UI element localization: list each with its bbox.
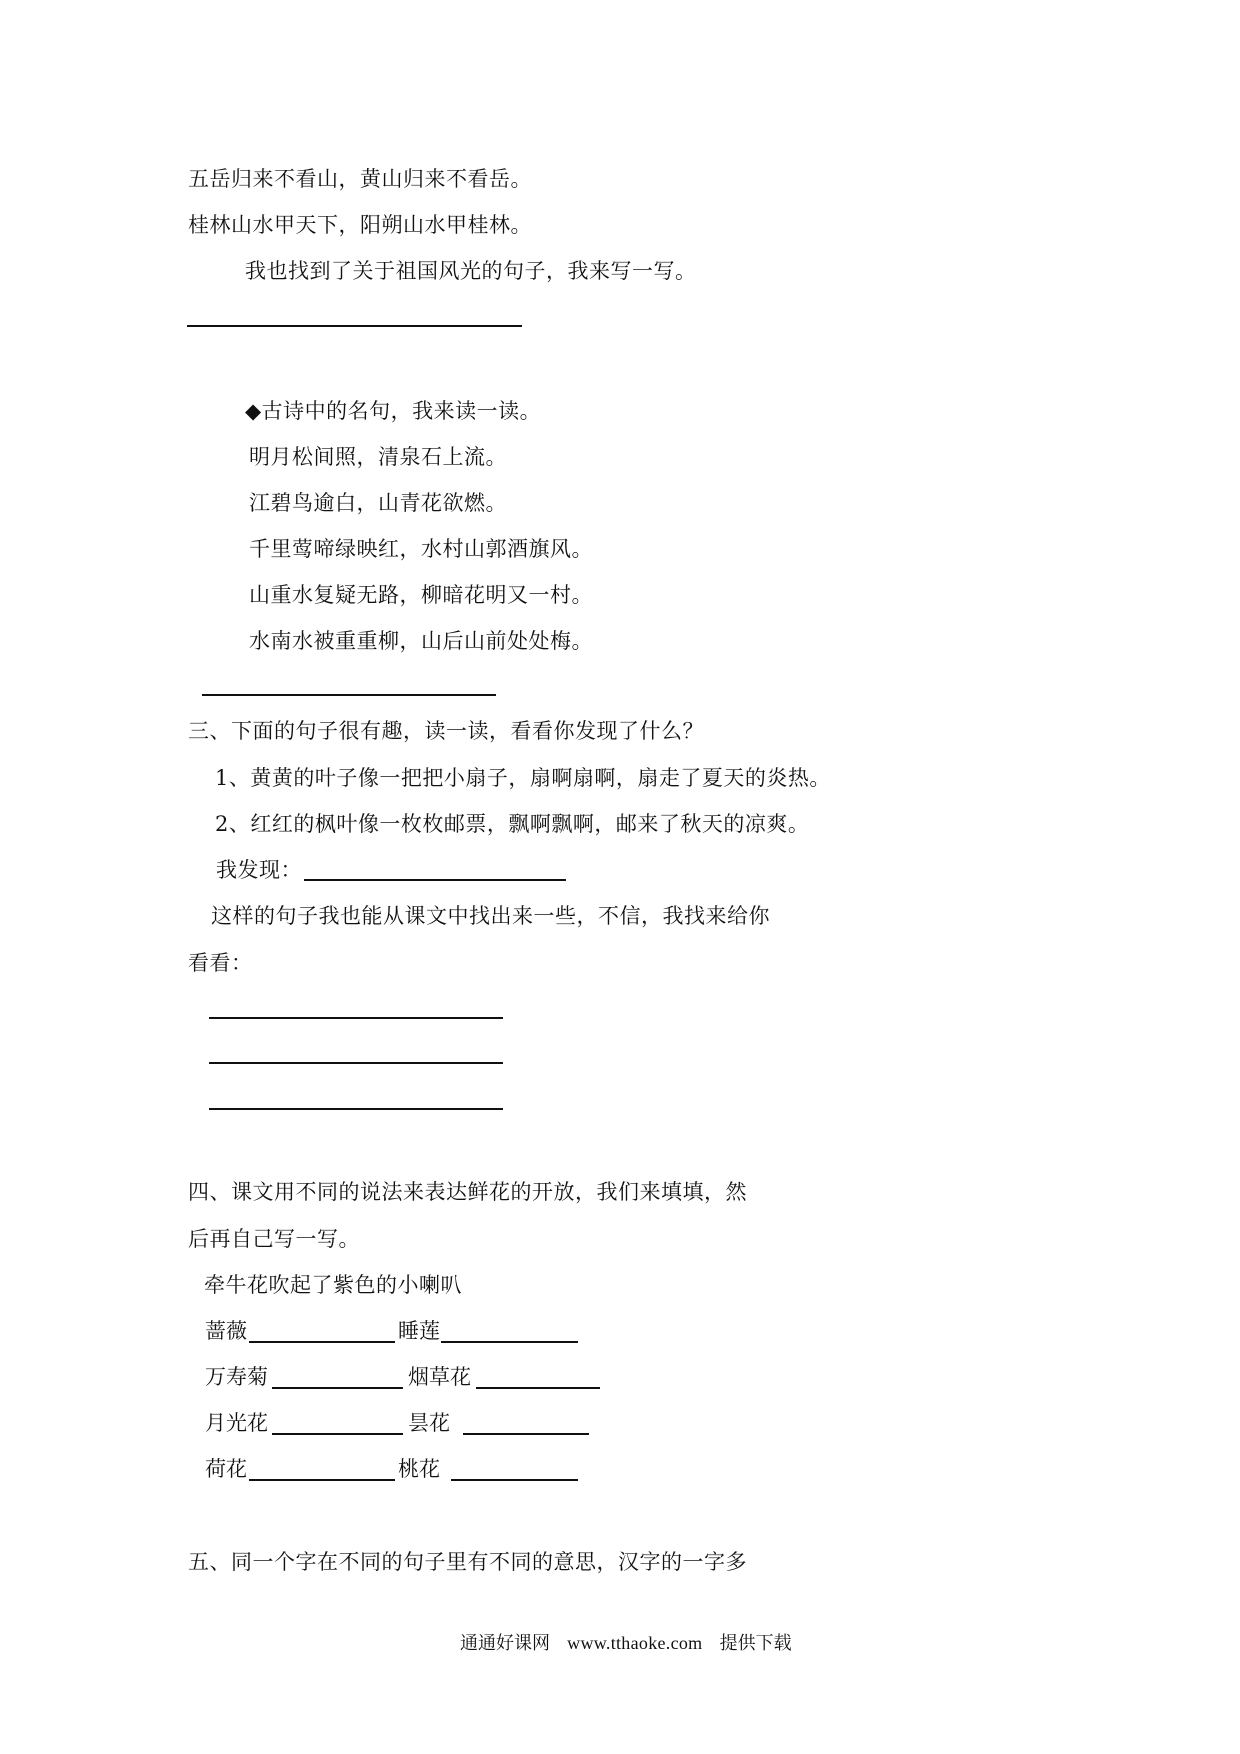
section4-example: 牵牛花吹起了紫色的小喇叭 bbox=[204, 1273, 462, 1297]
poems-heading: ◆古诗中的名句，我来读一读。 bbox=[245, 399, 542, 423]
discover-label: 我发现： bbox=[216, 858, 302, 882]
poem-line-2: 江碧鸟逾白，山青花欲燃。 bbox=[249, 491, 507, 515]
section3-item-2: 2、红红的枫叶像一枚枚邮票，飘啊飘啊，邮来了秋天的凉爽。 bbox=[215, 812, 810, 836]
poem-line-4: 山重水复疑无路，柳暗花明又一村。 bbox=[249, 583, 593, 607]
answer-line[interactable] bbox=[187, 325, 522, 327]
section4-title-line-2: 后再自己写一写。 bbox=[188, 1227, 360, 1251]
section3-find-line-1: 这样的句子我也能从课文中找出来一些，不信，我找来给你 bbox=[211, 904, 770, 928]
flower-answer-line[interactable] bbox=[272, 1387, 403, 1389]
flower-answer-line[interactable] bbox=[272, 1433, 403, 1435]
flower-answer-line[interactable] bbox=[451, 1479, 578, 1481]
answer-line[interactable] bbox=[209, 1062, 503, 1064]
intro-prompt: 我也找到了关于祖国风光的句子，我来写一写。 bbox=[245, 259, 697, 283]
section4-title-line-1: 四、课文用不同的说法来表达鲜花的开放，我们来填填，然 bbox=[188, 1180, 747, 1204]
section5-title: 五、同一个字在不同的句子里有不同的意思，汉字的一字多 bbox=[188, 1550, 747, 1574]
flower-answer-line[interactable] bbox=[463, 1433, 589, 1435]
section3-find-line-2: 看看： bbox=[188, 951, 253, 975]
intro-line-1: 五岳归来不看山，黄山归来不看岳。 bbox=[188, 167, 532, 191]
flower-answer-line[interactable] bbox=[441, 1341, 578, 1343]
flower-label: 烟草花 bbox=[408, 1365, 471, 1389]
flower-label: 万寿菊 bbox=[205, 1365, 268, 1389]
answer-line[interactable] bbox=[209, 1017, 503, 1019]
section3-item-1: 1、黄黄的叶子像一把把小扇子，扇啊扇啊，扇走了夏天的炎热。 bbox=[215, 766, 831, 790]
poem-line-1: 明月松间照，清泉石上流。 bbox=[249, 445, 507, 469]
flower-label: 桃花 bbox=[398, 1457, 440, 1481]
poem-line-3: 千里莺啼绿映红，水村山郭酒旗风。 bbox=[249, 537, 593, 561]
flower-label: 昙花 bbox=[408, 1411, 450, 1435]
discover-answer-line[interactable] bbox=[304, 879, 566, 881]
flower-label: 荷花 bbox=[205, 1457, 247, 1481]
intro-line-2: 桂林山水甲天下，阳朔山水甲桂林。 bbox=[188, 213, 532, 237]
section3-title: 三、下面的句子很有趣，读一读，看看你发现了什么？ bbox=[188, 719, 704, 743]
flower-label: 月光花 bbox=[205, 1411, 268, 1435]
poem-line-5: 水南水被重重柳，山后山前处处梅。 bbox=[249, 629, 593, 653]
footer bbox=[460, 1632, 792, 1655]
flower-label: 蔷薇 bbox=[205, 1319, 247, 1343]
flower-answer-line[interactable] bbox=[249, 1341, 395, 1343]
footer-url[interactable]: www.tthaoke.com bbox=[567, 1633, 703, 1653]
flower-answer-line[interactable] bbox=[249, 1479, 395, 1481]
footer-suffix: 提供下载 bbox=[719, 1633, 792, 1654]
flower-label: 睡莲 bbox=[398, 1319, 440, 1343]
answer-line[interactable] bbox=[202, 694, 496, 696]
flower-answer-line[interactable] bbox=[476, 1387, 600, 1389]
footer-site-name: 通通好课网 bbox=[460, 1633, 550, 1654]
answer-line[interactable] bbox=[209, 1108, 503, 1110]
